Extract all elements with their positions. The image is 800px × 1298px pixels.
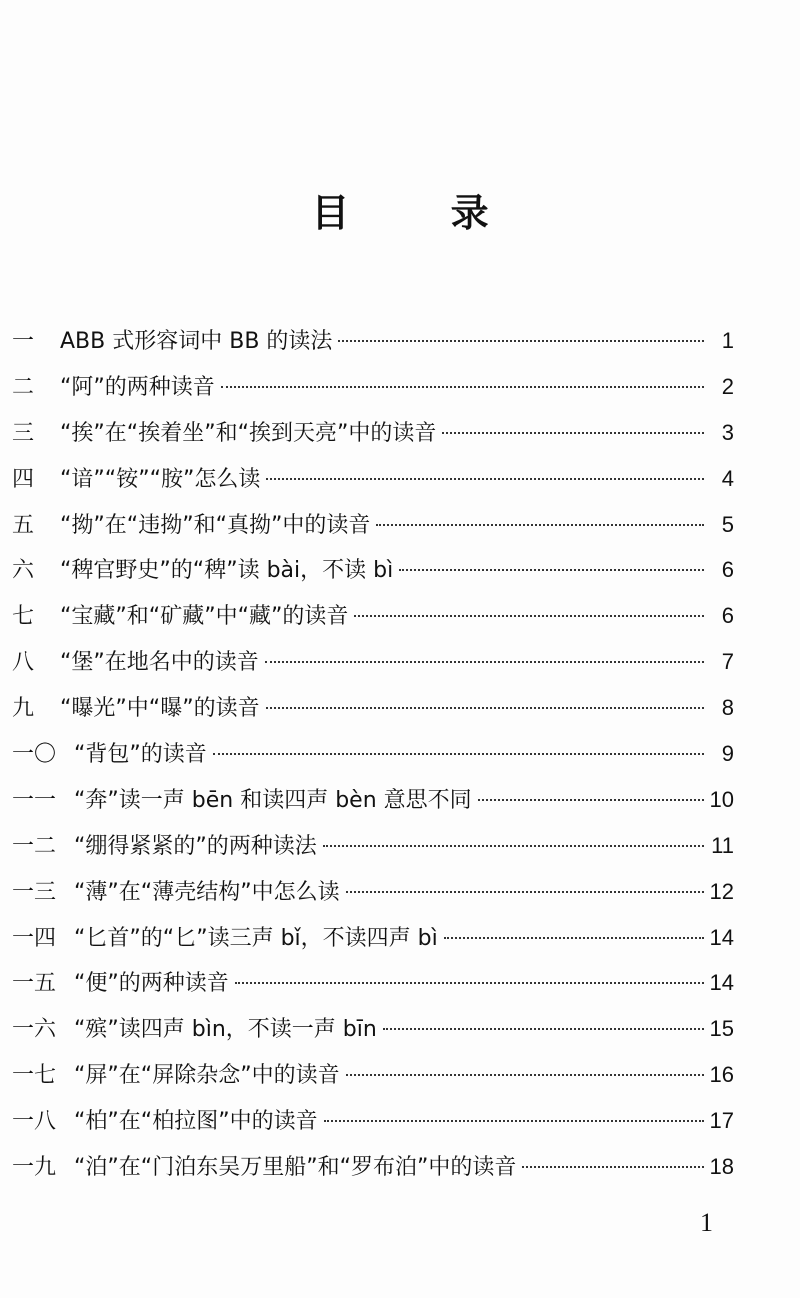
toc-entry-page: 14 xyxy=(709,924,734,950)
toc-entry-number: 一〇 xyxy=(12,742,57,768)
toc-entry-title: “拗”在“违拗”和“真拗”中的读音 xyxy=(60,512,371,538)
toc-entry-title: “匕首”的“匕”读三声 bǐ，不读四声 bì xyxy=(74,925,438,951)
toc-entry-title: “绷得紧紧的”的两种读法 xyxy=(74,833,317,859)
toc-entry-title: “屏”在“屏除杂念”中的读音 xyxy=(74,1063,340,1089)
toc-entry-title: “柏”在“柏拉图”中的读音 xyxy=(74,1109,318,1135)
toc-dot-leader xyxy=(235,982,704,984)
toc-entry-title: “泊”在“门泊东吴万里船”和“罗布泊”中的读音 xyxy=(74,1155,517,1181)
toc-entry-page: 2 xyxy=(721,373,734,399)
page-title: 目 录 xyxy=(311,190,533,235)
toc-entry-title: ABB 式形容词中 BB 的读法 xyxy=(60,329,333,354)
toc-entry-number: 六 xyxy=(12,558,35,584)
toc-entry-page: 10 xyxy=(709,786,734,812)
toc-entry xyxy=(12,510,734,556)
toc-entry xyxy=(12,1060,734,1106)
toc-entry-number: 一四 xyxy=(12,925,57,951)
toc-entry xyxy=(12,877,734,923)
toc-entry-page: 16 xyxy=(709,1062,734,1088)
toc-dot-leader xyxy=(522,1166,703,1168)
toc-entry xyxy=(12,464,734,510)
toc-dot-leader xyxy=(324,1120,704,1122)
toc-entry-number: 一五 xyxy=(12,971,57,997)
toc-entry-number: 四 xyxy=(12,466,35,492)
toc-dot-leader xyxy=(354,615,704,617)
toc-dot-leader xyxy=(346,891,704,893)
toc-entry xyxy=(12,785,734,831)
toc-entry-page: 12 xyxy=(709,878,734,904)
toc-entry-page: 6 xyxy=(721,557,734,583)
toc-dot-leader xyxy=(338,340,704,342)
toc-entry-page: 4 xyxy=(721,465,734,491)
toc-entry xyxy=(12,418,734,464)
toc-entry xyxy=(12,693,734,739)
toc-dot-leader xyxy=(266,707,704,709)
toc-dot-leader xyxy=(346,1074,704,1076)
toc-dot-leader xyxy=(376,524,704,526)
toc-entry-title: “奔”读一声 bēn 和读四声 bèn 意思不同 xyxy=(74,787,472,813)
toc-dot-leader xyxy=(265,661,704,663)
toc-entry xyxy=(12,372,734,418)
toc-entry-page: 7 xyxy=(721,649,734,675)
toc-entry xyxy=(12,923,734,969)
toc-dot-leader xyxy=(266,478,704,480)
toc-entry xyxy=(12,326,734,372)
toc-entry-number: 三 xyxy=(12,420,35,446)
toc-dot-leader xyxy=(221,386,704,388)
toc-entry-title: “宝藏”和“矿藏”中“藏”的读音 xyxy=(60,604,349,630)
table-of-contents xyxy=(12,326,734,1198)
toc-entry-page: 18 xyxy=(709,1154,734,1180)
toc-dot-leader xyxy=(442,432,704,434)
toc-entry-number: 八 xyxy=(12,650,35,676)
toc-entry-number: 五 xyxy=(12,512,35,538)
toc-entry-number: 一 xyxy=(12,329,35,354)
toc-entry xyxy=(12,1152,734,1198)
toc-entry-number: 一九 xyxy=(12,1155,57,1181)
toc-entry-page: 6 xyxy=(721,603,734,629)
toc-dot-leader xyxy=(213,753,704,755)
toc-entry xyxy=(12,1014,734,1060)
toc-entry-title: “薄”在“薄壳结构”中怎么读 xyxy=(74,879,340,905)
toc-entry-title: “背包”的读音 xyxy=(74,742,207,768)
toc-entry-page: 11 xyxy=(711,832,734,858)
toc-entry-page: 9 xyxy=(721,741,734,767)
toc-entry-page: 5 xyxy=(721,511,734,537)
toc-entry-title: “便”的两种读音 xyxy=(74,971,229,997)
toc-dot-leader xyxy=(478,799,704,801)
toc-entry xyxy=(12,647,734,693)
toc-entry-number: 九 xyxy=(12,696,35,722)
toc-entry-title: “阿”的两种读音 xyxy=(60,374,215,400)
toc-entry-title: “挨”在“挨着坐”和“挨到天亮”中的读音 xyxy=(60,420,437,446)
toc-entry-title: “堡”在地名中的读音 xyxy=(60,650,259,676)
toc-entry-title: “谙”“铵”“胺”怎么读 xyxy=(60,466,261,492)
toc-entry-page: 14 xyxy=(709,970,734,996)
toc-entry xyxy=(12,739,734,785)
toc-entry-title: “稗官野史”的“稗”读 bài，不读 bì xyxy=(60,558,394,584)
toc-dot-leader xyxy=(399,569,704,571)
toc-entry-page: 1 xyxy=(721,328,734,353)
toc-entry-number: 一八 xyxy=(12,1109,57,1135)
toc-entry xyxy=(12,1106,734,1152)
toc-entry-title: “殡”读四声 bìn，不读一声 bīn xyxy=(74,1017,377,1043)
toc-entry-page: 17 xyxy=(709,1108,734,1134)
toc-entry-page: 8 xyxy=(721,695,734,721)
toc-entry-number: 七 xyxy=(12,604,35,630)
toc-entry-title: “曝光”中“曝”的读音 xyxy=(60,696,260,722)
toc-dot-leader xyxy=(323,845,704,847)
toc-entry xyxy=(12,601,734,647)
toc-entry-number: 一七 xyxy=(12,1063,57,1089)
toc-entry-number: 一一 xyxy=(12,787,57,813)
toc-entry xyxy=(12,555,734,601)
toc-entry-number: 一二 xyxy=(12,833,57,859)
toc-dot-leader xyxy=(383,1028,704,1030)
toc-entry-page: 15 xyxy=(709,1016,734,1042)
toc-entry-number: 一六 xyxy=(12,1017,57,1043)
page-number: 1 xyxy=(700,1208,713,1237)
toc-entry xyxy=(12,831,734,877)
toc-entry-page: 3 xyxy=(721,419,734,445)
toc-entry xyxy=(12,968,734,1014)
toc-dot-leader xyxy=(444,937,704,939)
toc-entry-number: 一三 xyxy=(12,879,57,905)
toc-entry-number: 二 xyxy=(12,374,35,400)
